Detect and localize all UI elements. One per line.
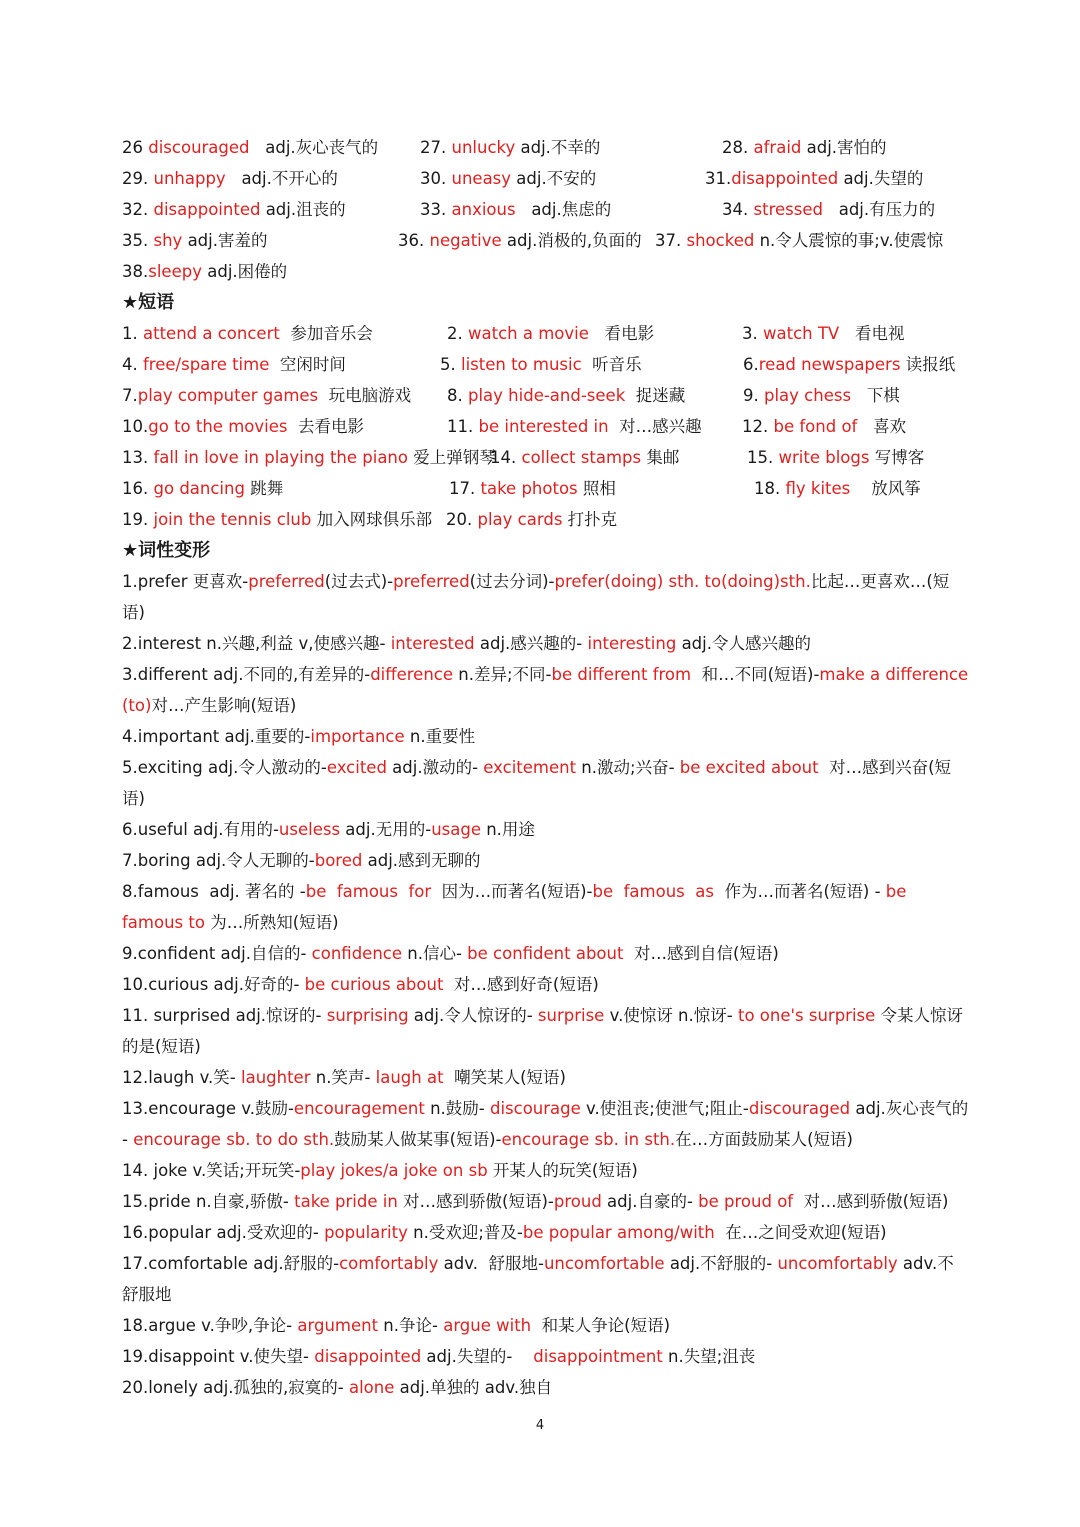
adjective-entry [398,225,642,256]
wordform-text: 对…产生影响(短语) [151,696,297,715]
entry-number: 27. [420,138,452,157]
entry-meaning: 照相 [577,479,616,498]
wordform-text: (过去分词)- [469,572,555,591]
entry-number: 35. [122,231,154,250]
entry-term: go to the movies [148,417,288,436]
entry-meaning: adj.失望的 [838,169,924,188]
phrase-entry [743,349,955,380]
adjective-entry [122,225,268,256]
adjective-entry [122,132,378,163]
entry-number: 36. [398,231,430,250]
wordform-text: n.激动;兴奋- [576,758,680,777]
entry-number: 12. [742,417,774,436]
phrase-row [122,504,970,535]
phrase-row [122,442,970,473]
wordform-paragraph [122,876,970,938]
entry-meaning: adj.困倦的 [201,262,288,281]
phrases-section [122,318,970,535]
wordform-text: 14. joke v.笑话;开玩笑- [122,1161,301,1180]
wordform-text: n.鼓励- [424,1099,490,1118]
wordform-term: be famous for [305,882,432,901]
wordform-term: importance [310,727,405,746]
entry-number: 6. [743,355,759,374]
entry-number: 17. [449,479,481,498]
entry-number: 26 [122,138,149,157]
entry-meaning: 写博客 [869,448,925,467]
wordform-paragraph [122,1155,970,1186]
wordform-paragraph [122,1062,970,1093]
document-page [122,132,974,1403]
entry-term: shocked [686,231,755,250]
entry-term: negative [429,231,502,250]
phrase-row [122,380,970,411]
entry-meaning: 听音乐 [581,355,642,374]
entry-number: 2. [447,324,468,343]
wordform-text: 和某人争论(短语) [531,1316,671,1335]
wordform-term: proud [553,1192,602,1211]
wordform-text: adj.灰心丧气的 - [122,1099,974,1149]
entry-term: watch TV [763,324,840,343]
entry-number: 11. [447,417,479,436]
entry-meaning: adj.不安的 [511,169,597,188]
wordform-paragraph [122,721,970,752]
wordform-text: 嘲笑某人(短语) [443,1068,566,1087]
wordform-term: excitement [483,758,577,777]
phrase-entry [754,473,921,504]
entry-term: stressed [753,200,823,219]
wordform-text: 20.lonely adj.孤独的,寂寞的- [122,1378,349,1397]
wordform-text: 比起…更喜欢…(短语) [122,572,950,622]
wordform-text: adj.激动的- [386,758,484,777]
entry-number: 18. [754,479,786,498]
wordform-text: n.争论- [378,1316,444,1335]
wordform-term: excited [326,758,387,777]
entry-term: unlucky [451,138,516,157]
entry-term: shy [153,231,183,250]
entry-term: play hide-and-seek [468,386,626,405]
entry-term: disappointed [731,169,839,188]
adjective-entry [420,163,596,194]
phrase-entry [440,349,642,380]
entry-term: play cards [477,510,563,529]
wordform-paragraph [122,938,970,969]
adjective-row [122,225,970,256]
wordform-term: be popular among/with [522,1223,715,1242]
wordform-text: n.信心- [402,944,468,963]
wordform-text: 10.curious adj.好奇的- [122,975,305,994]
wordform-term: confidence [311,944,402,963]
wordform-text: 因为…而著名(短语)- [431,882,593,901]
entry-term: go dancing [153,479,245,498]
wordform-text: 5.exciting adj.令人激动的- [122,758,327,777]
entry-meaning: 下棋 [851,386,900,405]
entry-term: uneasy [451,169,512,188]
wordform-text: 3.different adj.不同的,有差异的- [122,665,371,684]
phrase-entry [449,473,616,504]
wordform-term: usage [431,820,481,839]
phrase-entry [742,318,904,349]
wordform-paragraph [122,628,970,659]
entry-number: 37. [655,231,687,250]
wordform-text: adj.感兴趣的- [474,634,588,653]
adjective-entry [420,132,600,163]
wordform-term: surprise [537,1006,605,1025]
entry-number: 9. [743,386,764,405]
entry-number: 1. [122,324,143,343]
entry-meaning: 空闲时间 [269,355,346,374]
wordform-term: useless [278,820,341,839]
adjective-entry [122,163,338,194]
entry-term: take photos [480,479,578,498]
wordform-text: 1.prefer 更喜欢- [122,572,249,591]
wordform-term: encourage sb. in sth. [501,1130,676,1149]
wordform-text: 11. surprised adj.惊讶的- [122,1006,327,1025]
wordform-paragraph [122,1341,970,1372]
entry-number: 32. [122,200,154,219]
wordform-paragraph [122,1372,970,1403]
entry-meaning: adj.沮丧的 [260,200,346,219]
wordform-term: be proud of [698,1192,794,1211]
entry-meaning: 集邮 [641,448,680,467]
wordform-term: laugh at [375,1068,444,1087]
wordform-text: 在…方面鼓励某人(短语) [675,1130,853,1149]
entry-term: sleepy [148,262,202,281]
entry-number: 5. [440,355,461,374]
phrase-entry [122,411,364,442]
entry-number: 16. [122,479,154,498]
entry-term: attend a concert [143,324,280,343]
phrase-entry [447,411,702,442]
adjective-entry [705,163,923,194]
wordform-text: n.用途 [480,820,535,839]
entry-term: listen to music [461,355,582,374]
adjective-entry [122,194,346,225]
entry-meaning: 放风筝 [850,479,921,498]
wordform-text: adj.令人感兴趣的 [676,634,811,653]
phrase-row [122,349,970,380]
wordform-term: be different from [551,665,692,684]
entry-number: 28. [722,138,754,157]
wordform-term: to one's surprise [737,1006,876,1025]
entry-number: 38. [122,262,149,281]
wordform-term: be confident about [467,944,624,963]
wordform-term: laughter [241,1068,311,1087]
phrase-entry [742,411,906,442]
wordform-text: adj.单独的 adv.独自 [394,1378,553,1397]
phrase-row [122,411,970,442]
wordform-paragraph [122,1000,970,1062]
entry-meaning: 参加音乐会 [279,324,373,343]
wordform-paragraph [122,1310,970,1341]
wordform-term: take pride in [294,1192,398,1211]
adjective-row [122,194,970,225]
entry-meaning: 玩电脑游戏 [318,386,412,405]
entry-meaning: adj.有压力的 [822,200,936,219]
entry-meaning: adj.焦虑的 [515,200,612,219]
wordform-text: 对…感到好奇(短语) [443,975,599,994]
wordform-term: prefer(doing) sth. to(doing)sth. [554,572,811,591]
wordform-term: uncomfortably [777,1254,898,1273]
phrase-row [122,473,970,504]
entry-term: play chess [764,386,852,405]
wordform-text: 对…感到骄傲(短语) [793,1192,949,1211]
entry-meaning: adj.消极的,负面的 [501,231,642,250]
wordform-paragraph [122,845,970,876]
entry-number: 8. [447,386,468,405]
entry-term: disappointed [153,200,261,219]
entry-number: 33. [420,200,452,219]
wordform-text: 17.comfortable adj.舒服的- [122,1254,340,1273]
phrases-heading: ★短语 [122,292,175,313]
adjective-row [122,132,970,163]
entry-number: 7. [122,386,138,405]
phrase-entry [447,380,685,411]
wordform-text: 6.useful adj.有用的- [122,820,279,839]
wordform-text: n.重要性 [404,727,476,746]
wordform-term: argument [297,1316,379,1335]
wordform-paragraph [122,1093,974,1155]
entry-term: discouraged [148,138,250,157]
entry-meaning: adj.害怕的 [801,138,887,157]
adjective-row [122,163,970,194]
wordforms-heading: ★词性变形 [122,540,211,561]
phrase-entry [122,504,432,535]
entry-number: 30. [420,169,452,188]
entry-meaning: adj.不幸的 [515,138,601,157]
wordform-text: 作为…而著名(短语) - [713,882,886,901]
wordform-text: v.使惊讶 n.惊讶- [604,1006,738,1025]
adjective-entry [722,132,887,163]
wordform-text: 12.laugh v.笑- [122,1068,241,1087]
entry-meaning: 跳舞 [244,479,284,498]
phrase-entry [122,442,496,473]
wordform-term: argue with [443,1316,532,1335]
wordform-term: play jokes/a joke on sb [300,1161,488,1180]
entry-number: 31. [705,169,732,188]
wordform-text: 为…所熟知(短语) [204,913,339,932]
entry-meaning: adj.害羞的 [182,231,268,250]
adjective-entry [722,194,935,225]
wordform-text: 对…感到骄傲(短语)- [397,1192,554,1211]
wordform-text: 开某人的玩笑(短语) [487,1161,638,1180]
entry-meaning: n.令人震惊的事;v.使震惊 [754,231,944,250]
entry-number: 10. [122,417,149,436]
wordform-term: disappointment [533,1347,663,1366]
phrase-entry [747,442,924,473]
wordform-term: interesting [587,634,677,653]
wordform-text: adv. 舒服地- [438,1254,544,1273]
wordform-text: 9.confident adj.自信的- [122,944,312,963]
entry-meaning: 爱上弹钢琴 [408,448,496,467]
wordform-term: preferred [248,572,325,591]
wordform-text: 16.popular adj.受欢迎的- [122,1223,325,1242]
wordform-term: alone [348,1378,395,1397]
wordform-text: 7.boring adj.令人无聊的- [122,851,315,870]
wordform-text: 在…之间受欢迎(短语) [714,1223,887,1242]
entry-number: 4. [122,355,143,374]
adjective-entry [420,194,611,225]
phrase-entry [446,504,617,535]
wordform-text: v.使沮丧;使泄气;阻止- [580,1099,749,1118]
wordform-term: bored [314,851,363,870]
wordform-text: n.笑声- [310,1068,376,1087]
wordform-text: adj.令人惊讶的- [408,1006,538,1025]
entry-meaning: 加入网球俱乐部 [311,510,433,529]
entry-meaning: 对…感兴趣 [608,417,702,436]
wordform-text: 和…不同(短语)- [691,665,820,684]
entry-term: watch a movie [468,324,589,343]
wordform-term: be excited about [679,758,819,777]
entry-meaning: 看电视 [839,324,905,343]
entry-meaning: adj.不开心的 [225,169,338,188]
phrase-entry [122,318,373,349]
wordform-paragraph [122,1248,970,1310]
wordform-text: 对…感到兴奋(短语) [122,758,952,808]
wordform-term: popularity [324,1223,408,1242]
wordform-paragraph [122,659,974,721]
wordform-text: n.受欢迎;普及- [407,1223,523,1242]
phrase-entry [122,380,411,411]
wordform-paragraph [122,752,970,814]
wordform-text: 8.famous adj. 著名的 - [122,882,306,901]
entry-number: 29. [122,169,154,188]
entry-term: anxious [451,200,516,219]
entry-meaning: 看电影 [588,324,655,343]
wordform-text: (过去式)- [324,572,394,591]
wordform-term: make a difference (to) [122,665,974,715]
wordform-paragraph [122,814,970,845]
entry-number: 13. [122,448,154,467]
entry-term: be fond of [773,417,858,436]
entry-number: 14. [490,448,522,467]
adjective-row [122,256,970,287]
wordform-term: be curious about [304,975,444,994]
wordform-text: 4.important adj.重要的- [122,727,311,746]
wordform-text: adj.自豪的- [601,1192,699,1211]
wordform-paragraph [122,1186,970,1217]
wordform-text: n.差异;不同- [453,665,552,684]
wordform-term: be famous as [592,882,714,901]
wordform-term: discourage [489,1099,581,1118]
wordform-text: 鼓励某人做某事(短语)- [334,1130,502,1149]
page-number: 4 [535,1418,545,1433]
entry-term: fly kites [785,479,851,498]
entry-meaning: 打扑克 [562,510,618,529]
wordform-paragraph [122,1217,970,1248]
phrase-entry [490,442,679,473]
wordform-text: adj.无用的- [340,820,432,839]
wordform-term: interested [390,634,475,653]
wordform-paragraph [122,566,970,628]
wordform-term: surprising [326,1006,409,1025]
adjectives-section [122,132,970,287]
wordform-text: adv.不舒服地 [122,1254,954,1304]
phrase-entry [743,380,900,411]
wordform-term: discouraged [748,1099,851,1118]
entry-term: fall in love in playing the piano [153,448,408,467]
wordform-text: 2.interest n.兴趣,利益 v,使感兴趣- [122,634,391,653]
entry-meaning: adj.灰心丧气的 [249,138,379,157]
wordform-term: disappointed [314,1347,422,1366]
entry-term: afraid [753,138,802,157]
entry-term: unhappy [153,169,226,188]
phrase-entry [447,318,654,349]
wordform-text: n.失望;沮丧 [662,1347,756,1366]
entry-term: be interested in [478,417,609,436]
entry-term: read newspapers [758,355,901,374]
adjective-entry [122,256,287,287]
wordform-term: comfortably [339,1254,439,1273]
entry-number: 15. [747,448,779,467]
wordform-term: preferred [393,572,470,591]
entry-meaning: 喜欢 [857,417,907,436]
wordform-term: encouragement [293,1099,425,1118]
wordform-text: 13.encourage v.鼓励- [122,1099,294,1118]
entry-term: write blogs [778,448,870,467]
entry-term: play computer games [137,386,319,405]
wordform-paragraph [122,969,970,1000]
phrase-row [122,318,970,349]
wordform-term: be famous to [122,882,912,932]
wordform-text: adj.失望的- [421,1347,534,1366]
wordform-text: 19.disappoint v.使失望- [122,1347,315,1366]
entry-term: free/spare time [143,355,270,374]
phrase-entry [122,349,346,380]
entry-term: join the tennis club [153,510,312,529]
entry-meaning: 读报纸 [900,355,956,374]
wordform-text: 15.pride n.自豪,骄傲- [122,1192,295,1211]
entry-meaning: 捉迷藏 [625,386,686,405]
wordform-term: uncomfortable [543,1254,665,1273]
entry-number: 19. [122,510,154,529]
entry-number: 34. [722,200,754,219]
entry-term: collect stamps [521,448,642,467]
entry-meaning: 去看电影 [287,417,364,436]
wordforms-section [122,566,974,1403]
wordform-text: adj.感到无聊的 [362,851,481,870]
entry-number: 20. [446,510,478,529]
wordform-text: adj.不舒服的- [664,1254,778,1273]
adjective-entry [655,225,943,256]
wordform-text: 18.argue v.争吵,争论- [122,1316,298,1335]
wordform-text: 对…感到自信(短语) [623,944,779,963]
wordform-text: 令某人惊讶的是(短语) [122,1006,964,1056]
entry-number: 3. [742,324,763,343]
wordform-term: encourage sb. to do sth. [133,1130,335,1149]
wordform-term: difference [370,665,454,684]
phrase-entry [122,473,283,504]
